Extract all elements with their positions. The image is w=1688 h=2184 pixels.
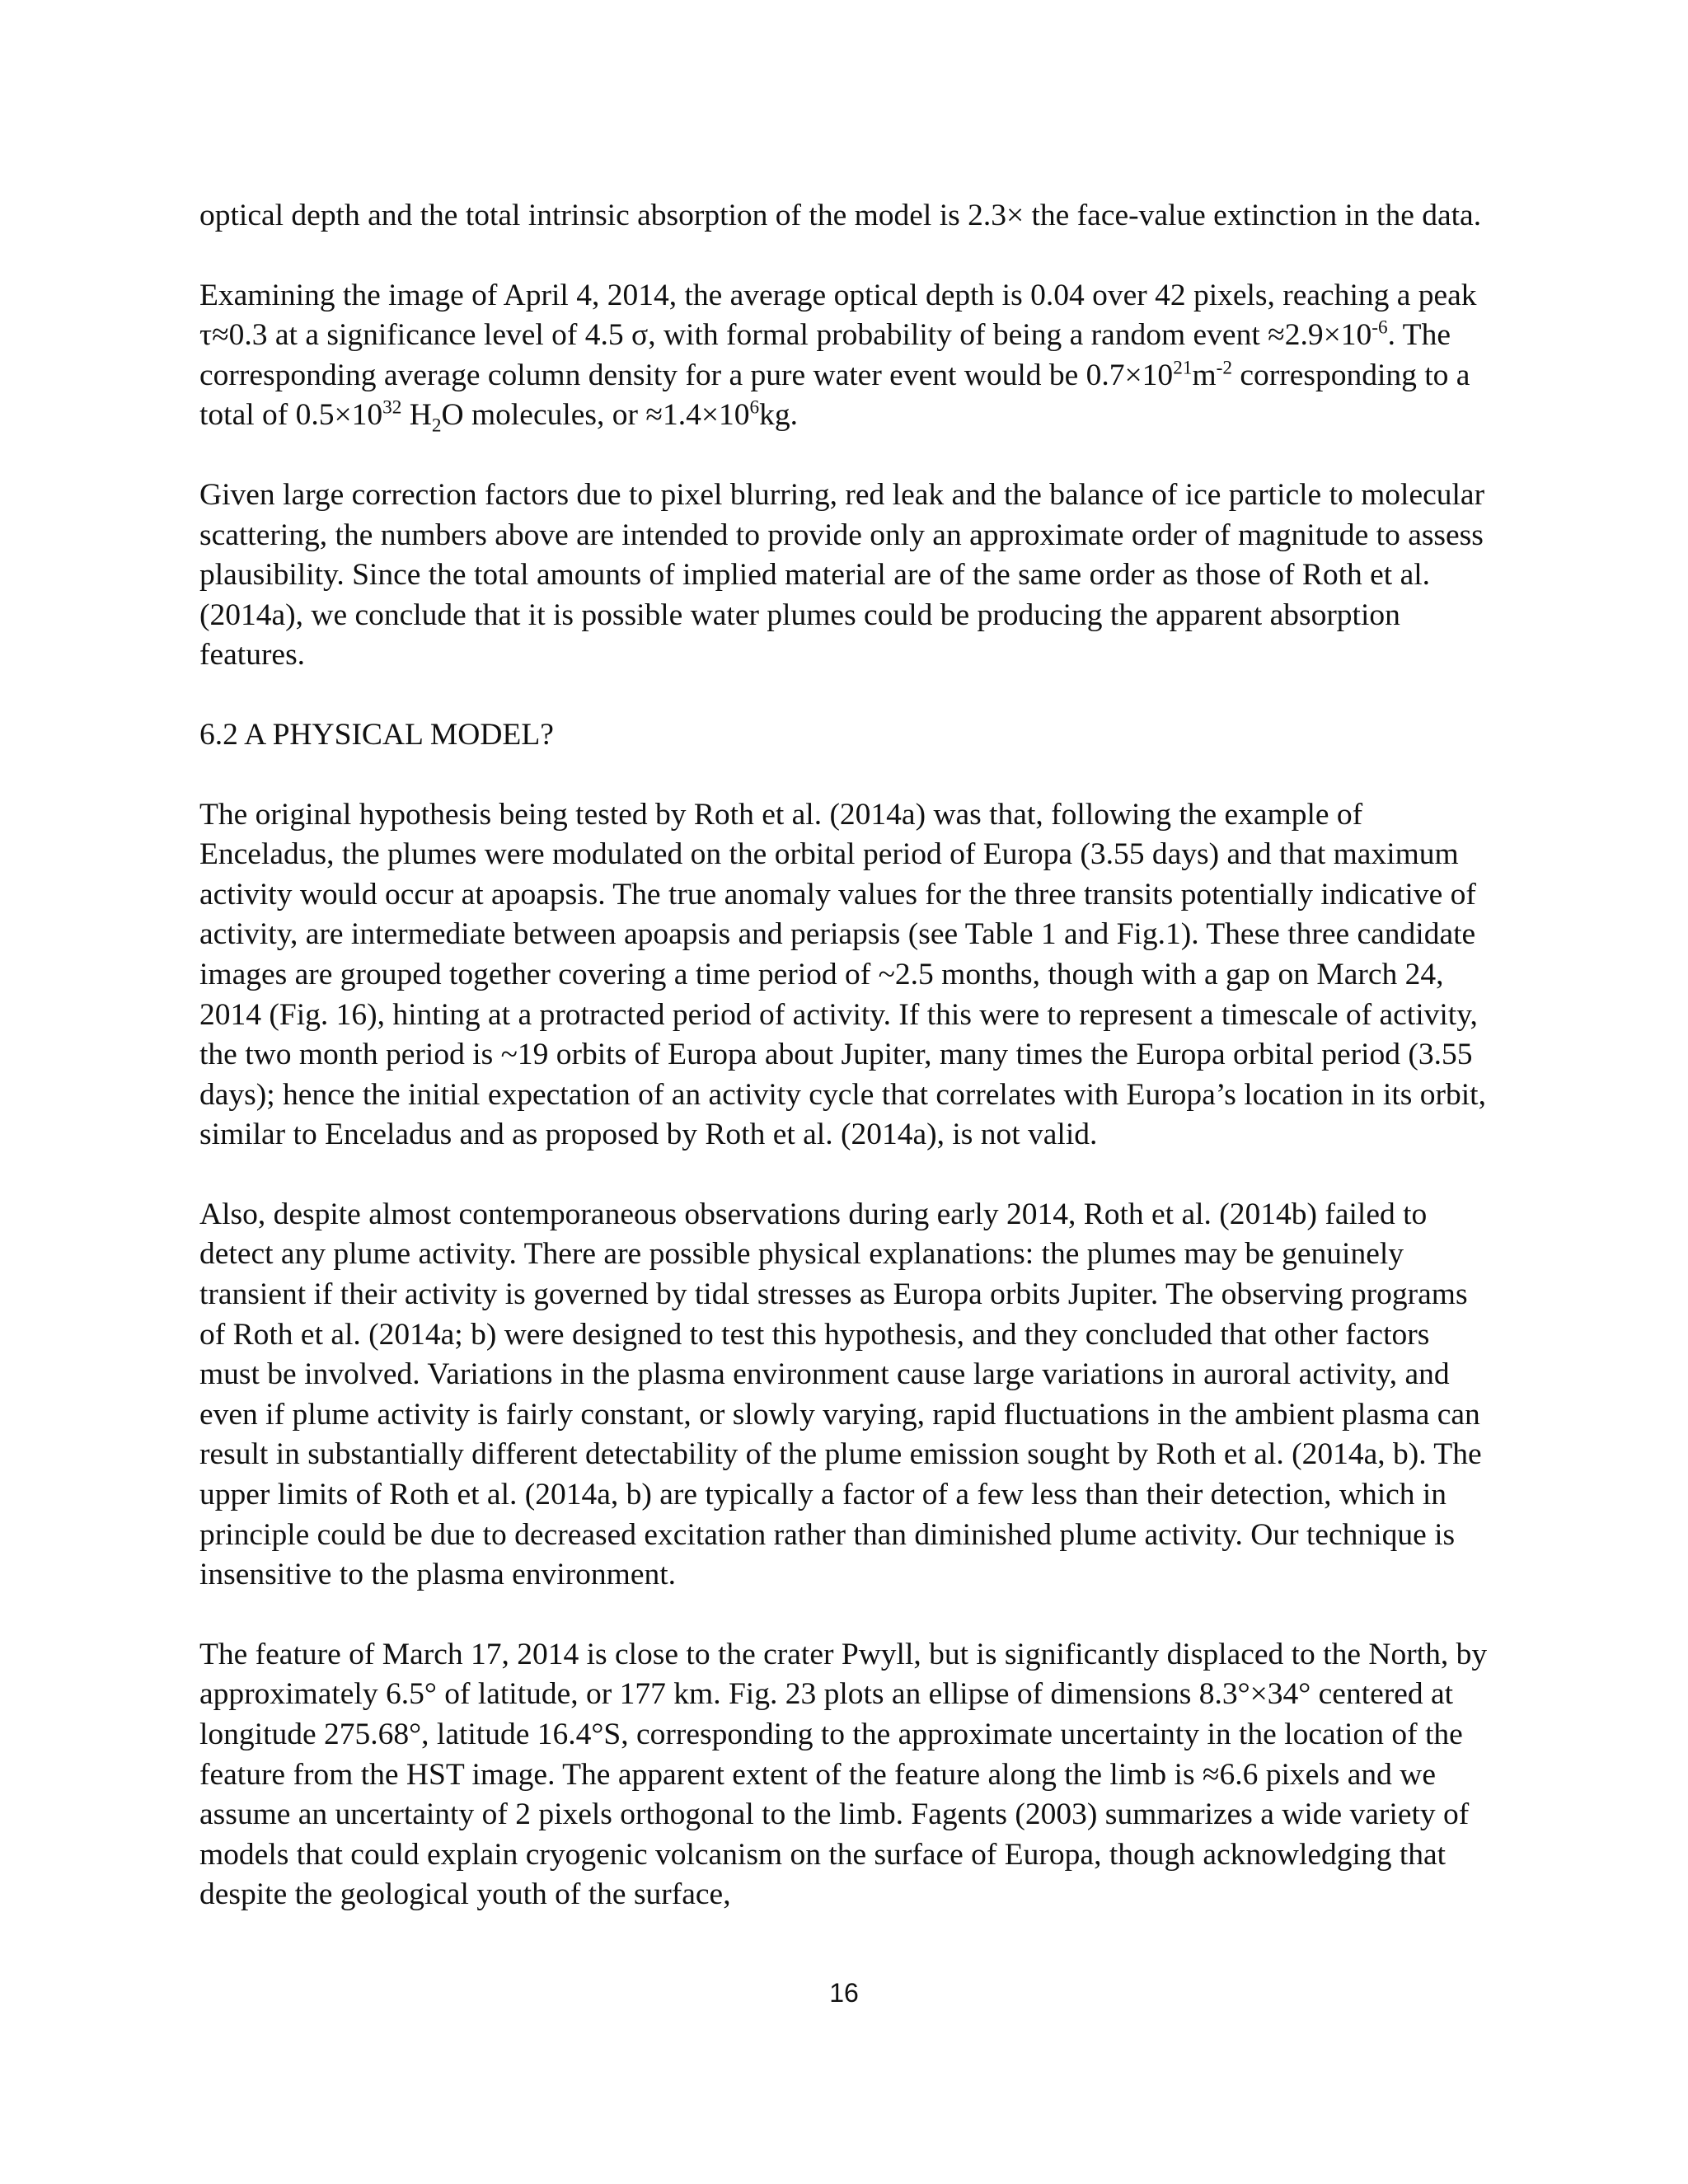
paragraph-4: The original hypothesis being tested by Roth et al. (2014a) was that, following the example of Enceladus, the plumes were modulated on the orbital period of Europa (3.55 days) and that maximum activity would occur at apoapsis. The true anomaly values for the three transits potentially indicative of activity, are intermediate between apoapsis and periapsis (see Table 1 and Fig.1). These three candidate images are grouped together covering a time period of ~2.5 months, though with a gap on March 24, 2014 (Fig. 16), hinting at a protracted period of activity. If this were to represent a timescale of activity, the two month period is ~19 orbits of Europa about Jupiter, many times the Europa orbital period (3.55 days); hence the initial expectation of an activity cycle that correlates with Europa’s location in its orbit, similar to Enceladus and as proposed by Roth et al. (2014a), is not valid. (199, 797, 1486, 1152)
section-heading: 6.2 A PHYSICAL MODEL? (199, 717, 554, 752)
paragraph-2: Examining the image of April 4, 2014, the average optical depth is 0.04 over 42 pixels, reaching a peak τ≈0.3 at a significance level of 4.5 σ, with formal probability of being a random event $\approx 2.9\times 10^{-6}$. The corresponding average column density for a pure water event would be $0.7\times 10^{21}m^{-2}$ corresponding to a total of $0.5\times 10^{32}$ $H_2O$ molecules, or $\approx 1.4\times 10^6kg$. (199, 278, 1477, 437)
page-number: 16 (829, 1978, 859, 2008)
paragraph-6: The feature of March 17, 2014 is close to the crater Pwyll, but is significantly displaced to the North, by approximately 6.5° of latitude, or 177 km. Fig. 23 plots an ellipse of dimensions 8.3°×34° centered at longitude 275.68°, latitude 16.4°S, corresponding to the approximate uncertainty in the location of the feature from the HST image. The apparent extent of the feature along the limb is ≈6.6 pixels and we assume an uncertainty of 2 pixels orthogonal to the limb. Fagents (2003) summarizes a wide variety of models that could explain cryogenic volcanism on the surface of Europa, though acknowledging that despite the geological youth of the surface, (199, 1637, 1488, 1912)
paragraph-1: optical depth and the total intrinsic absorption of the model is 2.3× the face-value extinction in the data. (199, 199, 1482, 232)
body-text (199, 196, 1493, 1955)
paragraph-5: Also, despite almost contemporaneous observations during early 2014, Roth et al. (2014b) failed to detect any plume activity. There are possible physical explanations: the plumes may be genuinely transient if their activity is governed by tidal stresses as Europa orbits Jupiter. The observing programs of Roth et al. (2014a; b) were designed to test this hypothesis, and they concluded that other factors must be involved. Variations in the plasma environment cause large variations in auroral activity, and even if plume activity is fairly constant, or slowly varying, rapid fluctuations in the ambient plasma can result in substantially different detectability of the plume emission sought by Roth et al. (2014a, b). The upper limits of Roth et al. (2014a, b) are typically a factor of a few less than their detection, which in principle could be due to decreased excitation rather than diminished plume activity. Our technique is insensitive to the plasma environment. (199, 1197, 1482, 1592)
paragraph-3: Given large correction factors due to pixel blurring, red leak and the balance of ice particle to molecular scattering, the numbers above are intended to provide only an approximate order of magnitude to assess plausibility. Since the total amounts of implied material are of the same order as those of Roth et al. (2014a), we conclude that it is possible water plumes could be producing the apparent absorption features. (199, 477, 1485, 673)
